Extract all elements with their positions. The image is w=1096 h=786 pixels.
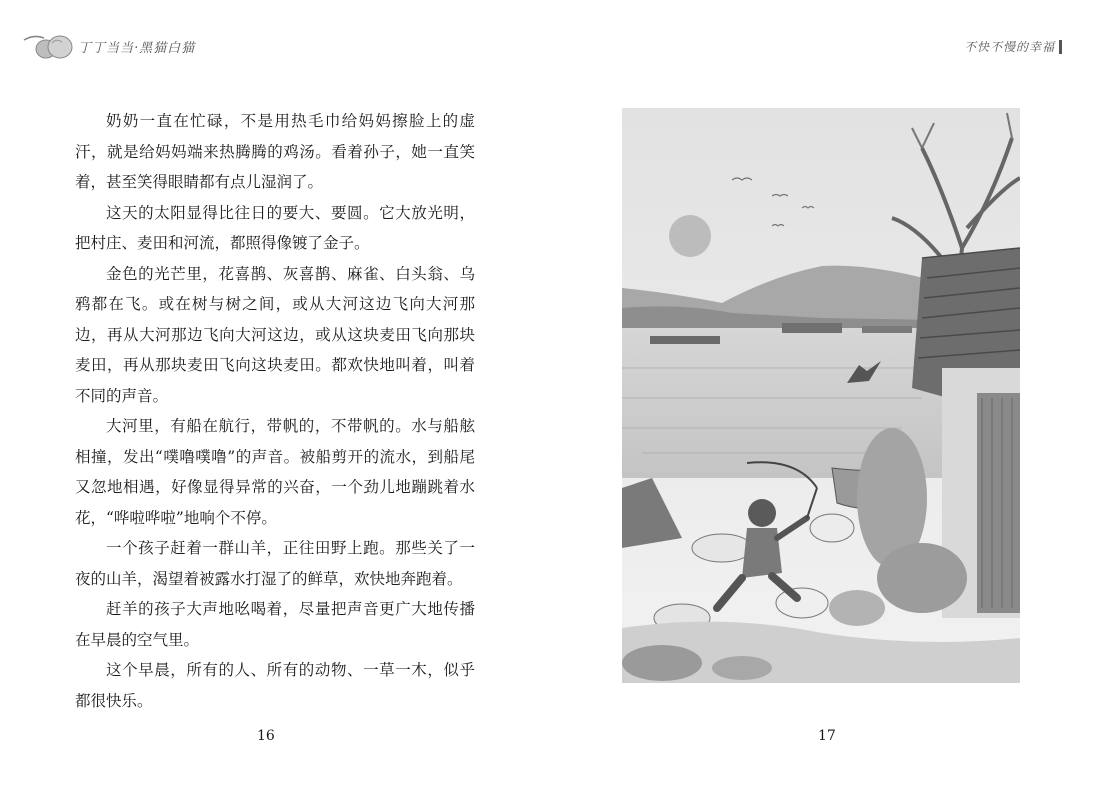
- page-number-right: 17: [818, 728, 836, 744]
- running-header-right: [964, 38, 1062, 55]
- paragraph: 这个早晨，所有的人、所有的动物、一草一木，似乎都很快乐。: [75, 661, 475, 710]
- series-title: 丁丁当当·黑猫白猫: [78, 40, 196, 56]
- illustration-drawing: [622, 108, 1020, 683]
- header-bar-mark: [1059, 40, 1062, 54]
- paragraph: 一个孩子赶着一群山羊，正往田野上跑。那些关了一夜的山羊，渴望着被露水打湿了的鲜草，欢快地奔跑着。: [75, 539, 475, 588]
- paragraph: 这天的太阳显得比往日的要大、要圆。它大放光明，把村庄、麦田和河流，都照得像镀了金子。: [75, 203, 475, 252]
- paragraph: 金色的光芒里，花喜鹊、灰喜鹊、麻雀、白头翁、乌鸦都在飞。或在树与树之间，或从大河这边飞向大河那边，再从大河那边飞向大河这边，或从这块麦田飞向那块麦田，再从那块麦田飞向这块麦田。都欢快地叫着，叫着不同的声音。: [75, 264, 475, 405]
- paragraph: 大河里，有船在航行，带帆的，不带帆的。水与船舷相撞，发出“噗噜噗噜”的声音。被船剪开的流水，到船尾又忽地相遇，好像显得异常的兴奋，一个劲儿地蹦跳着水花，“哗啦哗啦”地响个不停。: [75, 417, 475, 527]
- sun: [669, 215, 711, 257]
- running-header-left: [22, 30, 195, 62]
- body-text: [75, 106, 475, 716]
- chapter-title: 不快不慢的幸福: [963, 40, 1055, 54]
- gourd-logo-icon: [22, 30, 74, 62]
- paragraph: 赶羊的孩子大声地吆喝着，尽量把声音更广大地传播在早晨的空气里。: [75, 600, 475, 649]
- page-number-left: 16: [257, 728, 275, 744]
- paragraph: 奶奶一直在忙碌，不是用热毛巾给妈妈擦脸上的虚汗，就是给妈妈端来热腾腾的鸡汤。看着孙子，她一直笑着，甚至笑得眼睛都有点儿湿润了。: [75, 112, 475, 191]
- illustration-boy-herding-goats: [622, 108, 1020, 683]
